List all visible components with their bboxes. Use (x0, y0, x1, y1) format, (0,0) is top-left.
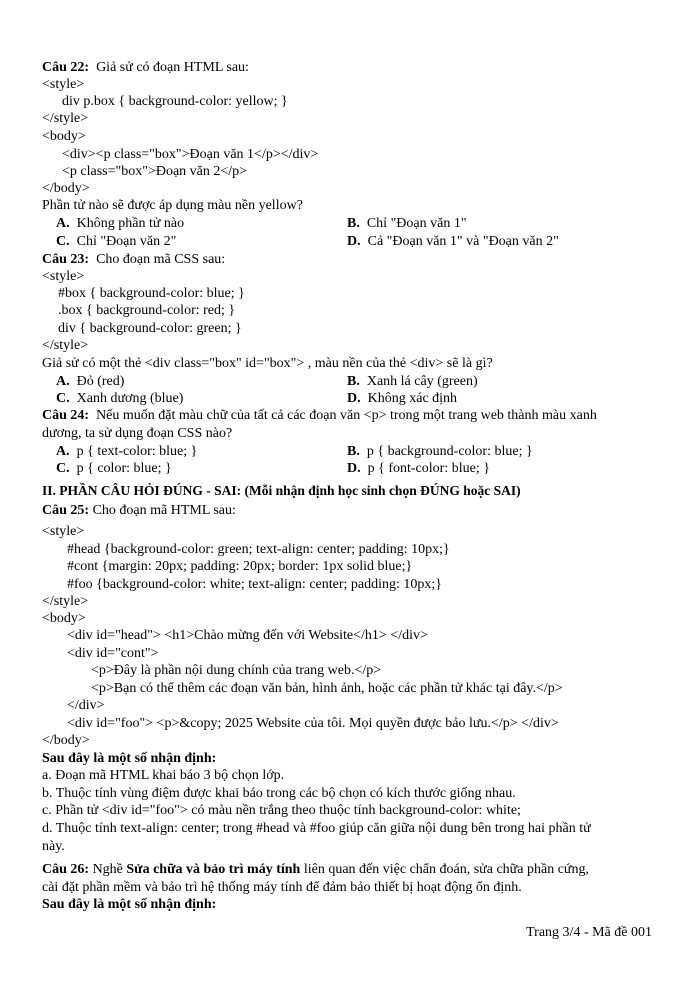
q24-label: Câu 24: (42, 408, 90, 423)
q24-heading (42, 407, 597, 424)
q24-stem-continued: dương, ta sử dụng đoạn CSS nào? (42, 426, 233, 441)
q23-heading (42, 251, 225, 268)
q25-statement-d-continued: này. (42, 839, 65, 854)
q25-statement-a[interactable]: a. Đoạn mã HTML khai báo 3 bộ chọn lớp. (42, 768, 285, 783)
q22-stem: Giả sử có đoạn HTML sau: (96, 60, 249, 75)
q25-stem: Cho đoạn mã HTML sau: (92, 503, 236, 518)
q23-option-b[interactable]: B. Xanh lá cây (green) (347, 374, 478, 389)
q25-statement-d[interactable]: d. Thuộc tính text-align: center; trong #head và #foo giúp căn giữa nội dung bên trong hai phần tử (42, 821, 591, 836)
q25-statements-title: Sau đây là một số nhận định: (42, 751, 217, 766)
q23-label: Câu 23: (42, 252, 90, 267)
q25-statement-b[interactable]: b. Thuộc tính vùng điệm được khai báo trong các bộ chọn có kích thước giống nhau. (42, 786, 516, 801)
q25-code-line: <div id="head"> <h1>Chào mừng đến với Website</h1> </div> (67, 628, 428, 643)
q22-code-line: div p.box { background-color: yellow; } (62, 94, 288, 109)
q25-code-line: </div> (67, 698, 105, 713)
q25-code-line: #head {background-color: green; text-align: center; padding: 10px;} (67, 542, 450, 557)
q26-label: Câu 26: (42, 862, 90, 877)
q26-stem-continued: cài đặt phần mềm và bảo trì hệ thống máy tính để đảm bảo thiết bị hoạt động ổn định. (42, 880, 522, 895)
q23-stem: Cho đoạn mã CSS sau: (96, 252, 226, 267)
q25-code-line: <body> (42, 611, 86, 626)
q24-option-c[interactable]: C. p { color: blue; } (56, 461, 172, 476)
q22-option-d[interactable]: D. Cả "Đoạn văn 1" và "Đoạn văn 2" (347, 234, 559, 249)
page-footer: Trang 3/4 - Mã đề 001 (526, 925, 652, 940)
q23-option-c[interactable]: C. Xanh dương (blue) (56, 391, 184, 406)
q22-option-a[interactable]: A. Không phần tử nào (56, 216, 185, 231)
q26-stem-post: liên quan đến việc chẩn đoán, sửa chữa phần cứng, (300, 862, 589, 877)
q22-code-line: <div><p class="box">Đoạn văn 1</p></div> (62, 147, 319, 162)
q25-code-line: <div id="cont"> (67, 646, 159, 661)
q22-label: Câu 22: (42, 60, 90, 75)
q25-code-line: </style> (42, 594, 89, 609)
section-heading: II. PHẦN CÂU HỎI ĐÚNG - SAI: (Mỗi nhận định học sinh chọn ĐÚNG hoặc SAI) (42, 483, 521, 498)
q23-code-line: <style> (42, 269, 85, 284)
q25-code-line: #cont {margin: 20px; padding: 20px; border: 1px solid blue;} (67, 559, 413, 574)
q22-option-c[interactable]: C. Chỉ "Đoạn văn 2" (56, 234, 177, 249)
q25-statement-c[interactable]: c. Phần tử <div id="foo"> có màu nền trắng theo thuộc tính background-color: white; (42, 803, 521, 818)
q22-option-b[interactable]: B. Chỉ "Đoạn văn 1" (347, 216, 467, 231)
q24-option-d[interactable]: D. p { font-color: blue; } (347, 461, 490, 476)
q23-code-line: div { background-color: green; } (58, 321, 242, 336)
q22-heading (42, 59, 249, 76)
q24-option-b[interactable]: B. p { background-color: blue; } (347, 444, 533, 459)
q26-statements-title: Sau đây là một số nhận định: (42, 897, 217, 912)
q22-code-line: <style> (42, 77, 85, 92)
q22-code-line: <p class="box">Đoạn văn 2</p> (62, 164, 248, 179)
q22-question: Phần tử nào sẽ được áp dụng màu nền yellow? (42, 198, 303, 213)
q23-code-line: #box { background-color: blue; } (58, 286, 245, 301)
q25-code-line: <style> (42, 524, 85, 539)
q22-code-line: <body> (42, 129, 86, 144)
q22-code-line: </body> (42, 181, 90, 196)
q23-option-d[interactable]: D. Không xác định (347, 391, 458, 406)
q23-question: Giả sử có một thẻ <div class="box" id="box"> , màu nền của thẻ <div> sẽ là gì? (42, 356, 493, 371)
q26-heading (42, 861, 589, 878)
q22-code-line: </style> (42, 111, 89, 126)
q23-code-line: .box { background-color: red; } (58, 303, 236, 318)
q25-heading (42, 502, 236, 519)
q26-stem-bold: Sửa chữa và bảo trì máy tính (126, 862, 301, 877)
q25-code-line: <p>Đây là phần nội dung chính của trang web.</p> (91, 663, 382, 678)
q25-label: Câu 25: (42, 503, 90, 518)
q26-stem-pre: Nghề (92, 862, 127, 877)
q25-code-line: #foo {background-color: white; text-align: center; padding: 10px;} (67, 577, 443, 592)
q24-option-a[interactable]: A. p { text-color: blue; } (56, 444, 198, 459)
q23-code-line: </style> (42, 338, 89, 353)
q25-code-line: <div id="foo"> <p>&copy; 2025 Website của tôi. Mọi quyền được bảo lưu.</p> </div> (67, 716, 559, 731)
q24-stem: Nếu muốn đặt màu chữ của tất cả các đoạn văn <p> trong một trang web thành màu xanh (96, 408, 597, 423)
q25-code-line: </body> (42, 733, 90, 748)
q23-option-a[interactable]: A. Đỏ (red) (56, 374, 125, 389)
q25-code-line: <p>Bạn có thể thêm các đoạn văn bản, hình ảnh, hoặc các phần tử khác tại đây.</p> (91, 681, 563, 696)
